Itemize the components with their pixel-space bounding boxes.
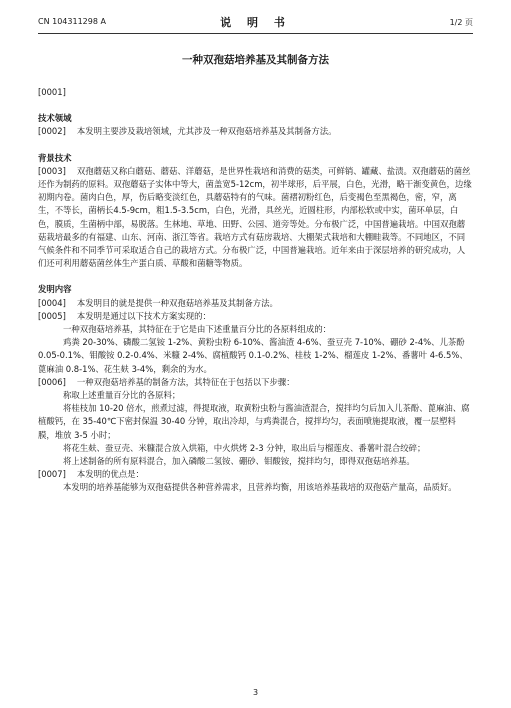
paragraph-0005-composition-intro: 一种双孢菇培养基，其特征在于它是由下述重量百分比的各原料组成的： xyxy=(63,324,331,335)
paragraph-0007: [0007] 本发明的优点是： xyxy=(38,469,144,480)
doc-number: CN 104311298 A xyxy=(38,17,106,26)
page-header xyxy=(38,14,473,30)
paragraph-0006-step-bake: 将花生麸、蚕豆壳、米糠混合放入烘箱，中火烘烤 2-3 分钟，取出后与榴莲皮、番薯叶混合绞碎； xyxy=(63,442,426,453)
paragraph-0004: [0004] 本发明目的就是提供一种双孢菇培养基及其制备方法。 xyxy=(38,297,278,308)
doc-type: 说 明 书 xyxy=(220,16,291,29)
header-rule xyxy=(38,33,473,34)
section-heading-background: 背景技术 xyxy=(38,152,72,163)
paragraph-0006-step-weigh: 称取上述重量百分比的各原料； xyxy=(63,390,181,401)
document-title: 一种双孢菇培养基及其制备方法 xyxy=(182,54,329,66)
paragraph-0005: [0005] 本发明是通过以下技术方案实现的： xyxy=(38,310,211,321)
section-heading-tech-field: 技术领域 xyxy=(38,113,72,124)
page-number: 3 xyxy=(252,688,259,697)
paragraph-0002: [0002] 本发明主要涉及栽培领域，尤其涉及一种双孢菇培养基及其制备方法。 xyxy=(38,126,337,137)
paragraph-tag-0001: [0001] xyxy=(38,87,66,97)
paragraph-0005-ingredients: 鸡粪 20-30%、磷酸二氢铵 1-2%、黄粉虫粉 6-10%、酱油渣 4-6%、蚕豆壳 7-10%、硼砂 2-4%、儿茶酚 0.05-0.1%、钼酸铵 0.2-0.4%、米糠 2-4%、腐植酸钙 0.1-0.2%、桂枝 1-2%、榴莲皮 1-2%、番薯叶 4-6.5%、蓖麻油 0.8-1%、花生麸 3-4%，剩余的为水。 xyxy=(38,337,468,374)
section-heading-content: 发明内容 xyxy=(38,284,72,295)
paragraph-0007-advantage: 本发明的培养基能够为双孢菇提供各种营养需求，且营养均衡，用该培养基栽培的双孢菇产量高，品质好。 xyxy=(63,482,457,493)
paragraph-0003: [0003] 双孢蘑菇又称白蘑菇、蘑菇、洋蘑菇，是世界性栽培和消费的菇类，可鲜销、罐藏、盐渍。双孢蘑菇的菌丝还作为制药的原料。双孢蘑菇子实体中等大，菌盖宽5-12cm，初半球形，后平展，白色，光滑，略干渐变黄色，边缘初期内卷。菌肉白色，厚，伤后略变淡红色，具蘑菇特有的气味。菌褶初粉红色，后变褐色至黑褐色，密，窄，离生，不等长，菌柄长4.5-9cm，粗1.5-3.5cm，白色，光滑，具丝光，近圆柱形，内部松软或中实，菌环单层，白色，膜质，生菌柄中部，易脱落。生林地、草地、田野、公园、道旁等处。分布极广泛，中国普遍栽培。中国双孢蘑菇栽培最多的有福建、山东、河南、浙江等省。栽培方式有菇房栽培、大棚架式栽培和大棚畦栽等。不同地区，不同气候条件和不同季节可采取适合自己的栽培方式。分布极广泛，中国普遍栽培。近年来由于深层培养的研究成功，人们还可利用蘑菇菌丝体生产蛋白质、草酸和菌糖等物质。 xyxy=(38,165,472,269)
paragraph-0006-step-extract: 将桂枝加 10-20 倍水，煎煮过滤，得提取液，取黄粉虫粉与酱油渣混合，搅拌均匀后加入儿茶酚、蓖麻油、腐植酸钙，在 35-40℃下密封保温 30-40 分钟，取出冷却，与鸡粪混合，搅拌均匀，表面喷施提取液，覆一层塑料膜，堆放 3-5 小时； xyxy=(38,403,470,440)
document-body xyxy=(38,86,472,495)
paragraph-0006-step-mix: 将上述制备的所有原料混合，加入磷酸二氢铵、硼砂、钼酸铵，搅拌均匀，即得双孢菇培养基。 xyxy=(63,456,415,467)
paragraph-0006: [0006] 一种双孢菇培养基的制备方法，其特征在于包括以下步骤： xyxy=(38,376,295,387)
page-of: 1/2 页 xyxy=(449,18,473,27)
